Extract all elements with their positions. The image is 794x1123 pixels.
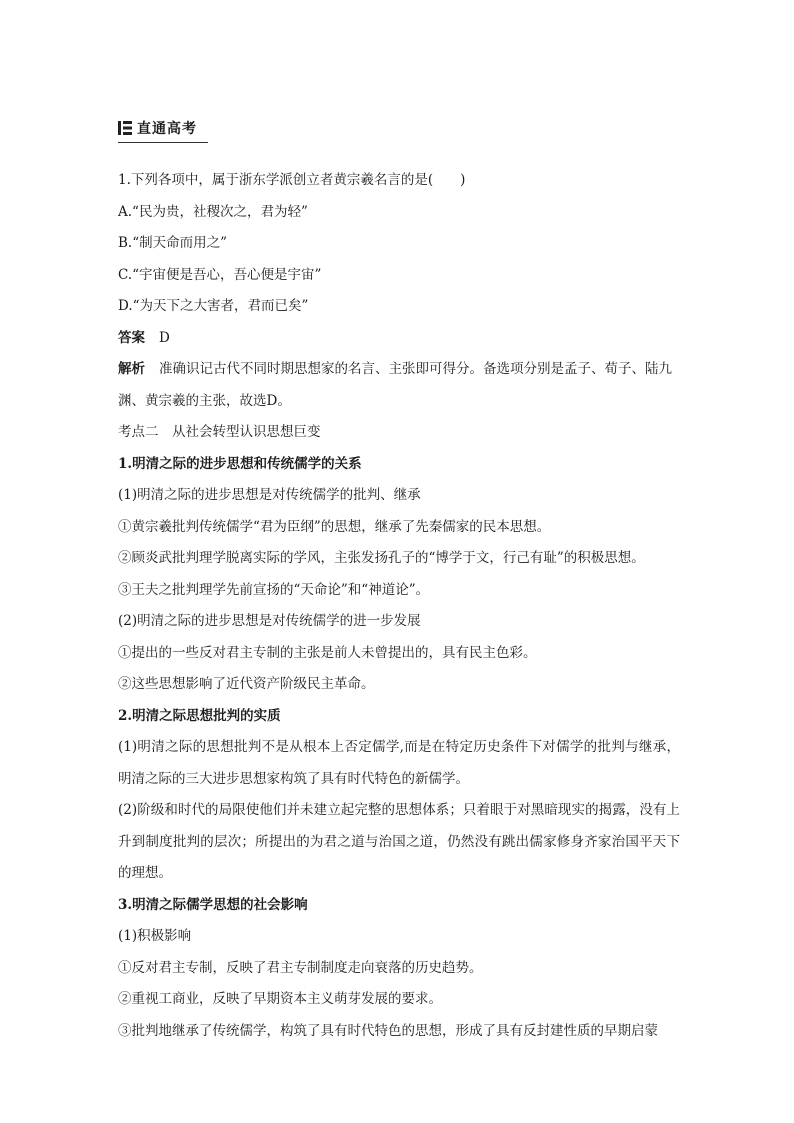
s1-sub2-item: ①提出的一些反对君主专制的主张是前人未曾提出的，具有民主色彩。 bbox=[118, 644, 537, 661]
answer-value: D bbox=[159, 329, 170, 346]
s3-item: ①反对君主专制，反映了君主专制制度走向衰落的历史趋势。 bbox=[118, 959, 483, 976]
s1-sub2: (2)明清之际的进步思想是对传统儒学的进一步发展 bbox=[118, 613, 421, 629]
s1-sub1-item: ③王夫之批判理学先前宣扬的“天命论”和“神道论”。 bbox=[118, 581, 430, 598]
s1-sub2-item: ②这些思想影响了近代资产阶级民主革命。 bbox=[118, 676, 375, 692]
s2-paragraph-2: (2)阶级和时代的局限使他们并未建立起完整的思想体系；只着眼于对黑暗现实的揭露，没有上升到制度批判的层次；所提出的为君之道与治国之道，仍然没有跳出儒家修身齐家治国平天下的理想。 bbox=[118, 802, 680, 881]
answer-row bbox=[118, 323, 680, 355]
s1-sub1-item: ②顾炎武批判理学脱离实际的学风，主张发扬孔子的“博学于文，行己有耻”的积极思想。 bbox=[118, 550, 645, 566]
s3-item: ②重视工商业，反映了早期资本主义萌芽发展的要求。 bbox=[118, 991, 442, 1007]
s2-heading: 2.明清之际思想批判的实质 bbox=[118, 707, 281, 724]
s1-heading: 1.明清之际的进步思想和传统儒学的关系 bbox=[118, 455, 362, 472]
s3-heading: 3.明清之际儒学思想的社会影响 bbox=[118, 896, 308, 913]
option-a: A.“民为贵，社稷次之，君为轻” bbox=[118, 203, 308, 220]
document-page bbox=[118, 116, 680, 1047]
section-header bbox=[118, 116, 208, 143]
analysis-row bbox=[118, 354, 680, 417]
s1-sub1-item: ①黄宗羲批判传统儒学“君为臣纲”的思想，继承了先秦儒家的民本思想。 bbox=[118, 518, 551, 535]
option-d: D.“为天下之大害者，君而已矣” bbox=[118, 298, 309, 314]
option-c: C.“宇宙便是吾心，吾心便是宇宙” bbox=[118, 266, 322, 283]
s3-item: ③批判地继承了传统儒学，构筑了具有时代特色的思想，形成了具有反封建性质的早期启蒙 bbox=[118, 1022, 658, 1039]
section-bars-icon bbox=[118, 121, 132, 135]
s3-sub1: (1)积极影响 bbox=[118, 928, 192, 944]
s2-paragraph-1: (1)明清之际的思想批判不是从根本上否定儒学,而是在特定历史条件下对儒学的批判与继承，明清之际的三大进步思想家构筑了具有时代特色的新儒学。 bbox=[118, 739, 680, 787]
analysis-label: 解析 bbox=[118, 361, 145, 377]
kaodian-title: 考点二 从社会转型认识思想巨变 bbox=[118, 424, 321, 440]
analysis-text: 准确识记古代不同时期思想家的名言、主张即可得分。备选项分别是孟子、荀子、陆九渊、黄宗羲的主张，故选D。 bbox=[118, 361, 672, 409]
section-title: 直通高考 bbox=[137, 121, 197, 137]
answer-label: 答案 bbox=[118, 329, 145, 346]
question-stem: 1.下列各项中，属于浙东学派创立者黄宗羲名言的是( ) bbox=[118, 172, 466, 188]
s1-sub1: (1)明清之际的进步思想是对传统儒学的批判、继承 bbox=[118, 487, 421, 503]
option-b: B.“制天命而用之” bbox=[118, 235, 228, 251]
question-block bbox=[118, 165, 680, 417]
